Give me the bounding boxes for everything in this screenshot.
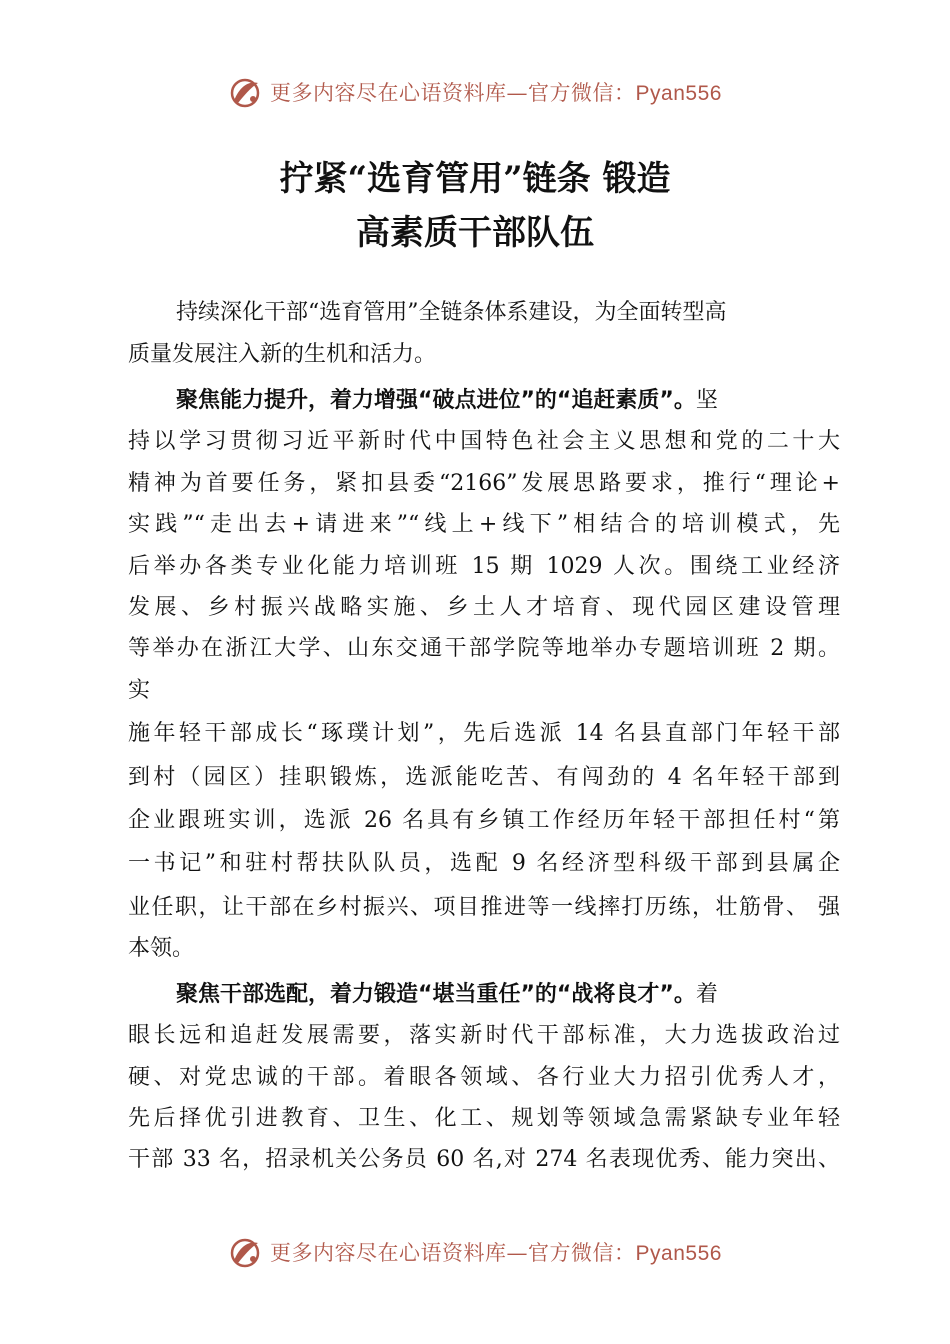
paragraph-line: 精神为首要任务，紧扣县委“2166”发展思路要求，推行“理论+	[128, 470, 840, 496]
header-watermark	[0, 72, 950, 112]
paragraph-line: 业任职，让干部在乡村振兴、项目推进等一线摔打历练，壮筋骨、 强	[128, 894, 840, 920]
section-1-continuation	[128, 713, 840, 969]
paragraph-line: 发展、乡村振兴战略实施、乡土人才培育、现代园区建设管理	[128, 595, 840, 621]
paragraph-line: 施年轻干部成长“琢璞计划”，先后选派 14 名县直部门年轻干部	[128, 721, 840, 747]
paragraph-line: 干部 33 名，招录机关公务员 60 名,对 274 名表现优秀、能力突出、	[128, 1147, 840, 1173]
paragraph-line: 实践”“走出去+请进来”“线上+线下”相结合的培训模式，先	[128, 512, 840, 538]
paragraph-line: 等举办在浙江大学、山东交通干部学院等地举办专题培训班 2 期。	[128, 636, 840, 662]
ink-blot-logo-icon	[228, 1235, 262, 1269]
paragraph-line: 硬、对党忠诚的干部。着眼各领域、各行业大力招引优秀人才，	[128, 1064, 840, 1090]
ink-blot-logo-icon	[228, 75, 262, 109]
paragraph-line: 企业跟班实训，选派 26 名具有乡镇工作经历年轻干部担任村“第	[128, 808, 840, 834]
paragraph-line: 后举办各类专业化能力培训班 15 期 1029 人次。围绕工业经济	[128, 553, 840, 579]
intro-paragraph	[128, 292, 840, 376]
section-1-first-line: 聚焦能力提升，着力增强“破点进位”的“追赶素质”。坚	[176, 388, 718, 413]
section-2-first-line: 聚焦干部选配，着力锻造“堪当重任”的“战将良才”。着	[176, 981, 718, 1007]
section-1-paragraph	[128, 380, 840, 711]
section-2-paragraph	[128, 974, 840, 1181]
document-title	[0, 152, 950, 260]
section-2-heading: 聚焦干部选配，着力锻造“堪当重任”的“战将良才”。	[176, 981, 696, 1007]
paragraph-line: 先后择优引进教育、卫生、化工、规划等领域急需紧缺专业年轻	[128, 1105, 840, 1131]
watermark-text: 更多内容尽在心语资料库—官方微信：Pyan556	[270, 81, 722, 105]
paragraph-line: 一书记”和驻村帮扶队队员，选配 9 名经济型科级干部到县属企	[128, 851, 840, 877]
paragraph-line: 持以学习贯彻习近平新时代中国特色社会主义思想和党的二十大	[128, 429, 840, 455]
title-line-1: 拧紧“选育管用”链条 锻造	[279, 159, 671, 199]
paragraph-line: 持续深化干部“选育管用”全链条体系建设，为全面转型高	[176, 300, 727, 325]
title-line-2: 高素质干部队伍	[356, 213, 594, 253]
watermark-text: 更多内容尽在心语资料库—官方微信：Pyan556	[270, 1241, 722, 1265]
paragraph-line: 质量发展注入新的生机和活力。	[128, 342, 437, 367]
footer-watermark	[0, 1232, 950, 1272]
paragraph-line: 到村（园区）挂职锻炼，选派能吃苦、有闯劲的 4 名年轻干部到	[128, 764, 840, 790]
paragraph-line: 眼长远和追赶发展需要，落实新时代干部标准，大力选拔政治过	[128, 1023, 840, 1049]
document-body	[128, 292, 840, 1181]
paragraph-line: 本领。	[128, 936, 195, 962]
paragraph-line: 实	[128, 677, 151, 703]
section-1-heading: 聚焦能力提升，着力增强“破点进位”的“追赶素质”。	[176, 388, 696, 413]
